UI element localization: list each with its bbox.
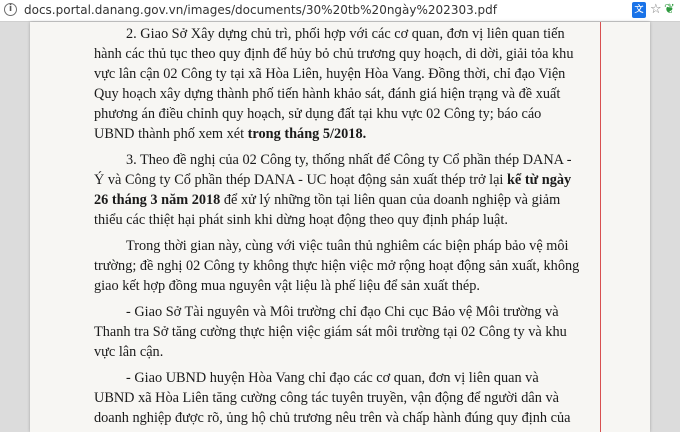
text-line: vực lân cận 02 Công ty tại xã Hòa Liên, huyện Hòa Vang. Đồng thời, chỉ đạo Viện (94, 66, 566, 82)
text-run-bold: 26 tháng 3 năm 2018 (94, 192, 221, 208)
text-line: vực lân cận. (94, 344, 164, 360)
text-line: UBND xã Hòa Liên tăng cường công tác tuyên truyền, vận động để người dân và (94, 390, 559, 406)
star-icon[interactable]: ☆ (650, 2, 662, 17)
text-line: Quy hoạch xây dựng thành phố tiến hành khảo sát, đánh giá hiện trạng và đề xuất (94, 86, 561, 102)
text-line (94, 190, 560, 210)
text-line: doanh nghiệp được rõ, ủng hộ chủ trương nêu trên và chấp hành đúng quy định của (94, 410, 571, 426)
text-line: trường; đề nghị 02 Công ty không thực hiện việc mở rộng hoạt động sản xuất, không (94, 258, 580, 274)
extension-leaf-icon[interactable]: ❦ (664, 2, 675, 17)
text-line: - Giao Sở Tài nguyên và Môi trường chỉ đạo Chi cục Bảo vệ Môi trường và (126, 304, 559, 320)
text-run: Ý và Công ty Cổ phần thép DANA - UC hoạt động sản xuất thép trở lại (94, 172, 507, 188)
text-line: thiểu các thiệt hại phát sinh khi dừng hoạt động theo quy định pháp luật. (94, 212, 508, 228)
text-run-bold: trong tháng 5/2018. (247, 126, 367, 142)
text-line: 2. Giao Sở Xây dựng chủ trì, phối hợp với các cơ quan, đơn vị liên quan tiến (126, 26, 565, 42)
text-line: Thanh tra Sở tăng cường thực hiện việc giám sát môi trường tại 02 Công ty và khu (94, 324, 567, 340)
text-line (94, 170, 571, 190)
text-line: - Giao UBND huyện Hòa Vang chỉ đạo các cơ quan, đơn vị liên quan và (126, 370, 539, 386)
text-run: để xử lý những tồn tại liên quan của doanh nghiệp và giảm (220, 192, 561, 208)
margin-line (600, 22, 601, 432)
text-line: phương án điều chỉnh quy hoạch, sử dụng đất tại khu vực 02 Công ty; báo cáo (94, 106, 542, 122)
text-line: Trong thời gian này, cùng với việc tuân thủ nghiêm các biện pháp bảo vệ môi (126, 238, 569, 254)
text-line: hành các thủ tục theo quy định để hủy bỏ chủ trương quy hoạch, di dời, giải tỏa khu (94, 46, 574, 62)
text-line: giao kết hợp đồng mua nguyên vật liệu là phế liệu để sản xuất thép. (94, 278, 480, 294)
address-bar[interactable] (0, 0, 680, 22)
info-icon[interactable]: i (4, 3, 17, 16)
pdf-page (30, 22, 650, 432)
text-line (94, 124, 366, 144)
translate-icon[interactable]: 文 (632, 2, 646, 18)
text-line: 3. Theo đề nghị của 02 Công ty, thống nhất để Công ty Cổ phần thép DANA - (126, 152, 572, 168)
text-run-bold: kể từ ngày (506, 172, 572, 188)
text-run: UBND thành phố xem xét (94, 126, 248, 142)
url-text[interactable]: docs.portal.danang.gov.vn/images/documents/30%20tb%20ngày%202303.pdf (24, 3, 497, 17)
